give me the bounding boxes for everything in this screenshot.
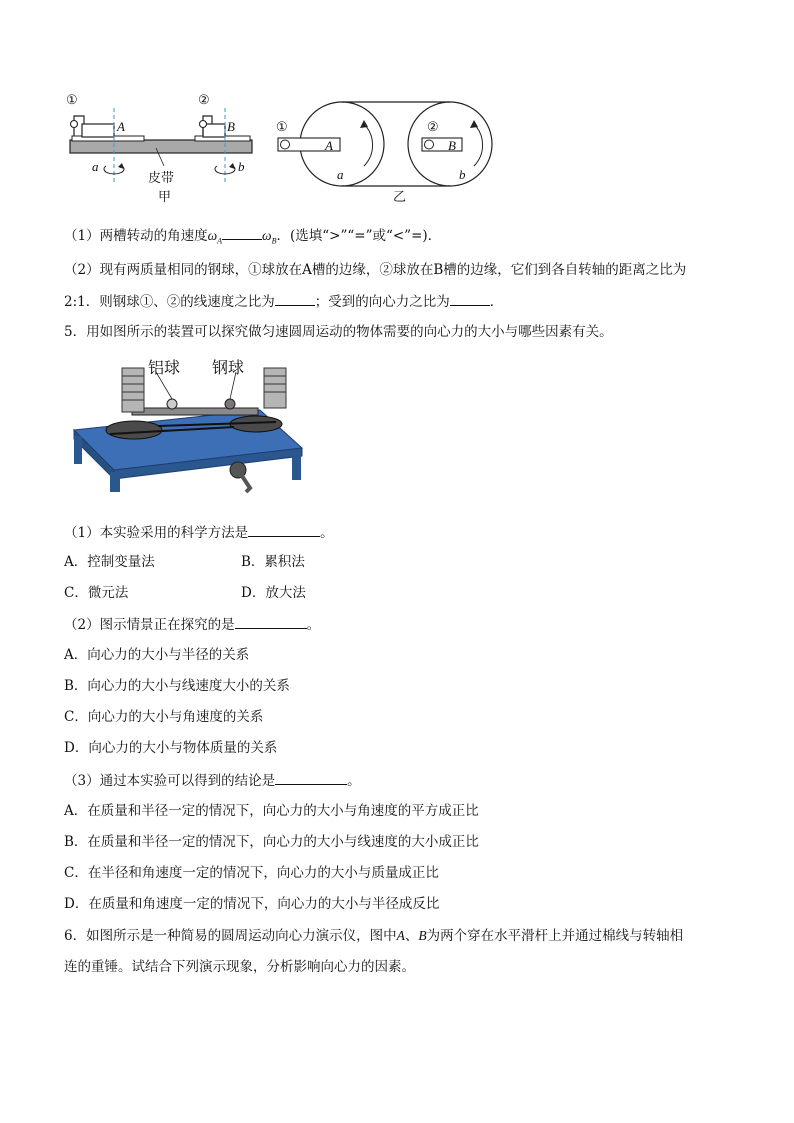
q5-s3-blank[interactable] bbox=[275, 771, 347, 785]
q5-s3-option-b[interactable]: B．在质量和半径一定的情况下，向心力的大小与线速度的大小成正比 bbox=[64, 834, 479, 850]
q6-stem-line2: 连的重锤。试结合下列演示现象，分析影响向心力的因素。 bbox=[64, 959, 415, 975]
fig-yi-caption: 乙 bbox=[393, 190, 407, 205]
column-right bbox=[264, 368, 286, 408]
q5-s1-blank[interactable] bbox=[248, 523, 320, 537]
fig-jia-label-a: a bbox=[92, 159, 99, 174]
fig-yi-num2: ② bbox=[427, 120, 439, 135]
q5-s2-stem: （2）图示情景正在探究的是 。 bbox=[64, 617, 321, 633]
label-steel-ball: 钢球 bbox=[212, 358, 245, 377]
q5-s2-option-d[interactable]: D．向心力的大小与物体质量的关系 bbox=[64, 740, 278, 756]
fig-jia-label-b-upper: B bbox=[227, 119, 235, 134]
column-left bbox=[122, 368, 144, 412]
q5-s3-option-d[interactable]: D．在质量和角速度一定的情况下，向心力的大小与半径成反比 bbox=[64, 896, 440, 912]
fig-jia-label-b: b bbox=[238, 159, 245, 174]
fig-jia-caption: 甲 bbox=[158, 190, 172, 205]
q5-apparatus-figure bbox=[70, 352, 310, 502]
rail bbox=[132, 408, 258, 415]
table-leg-back bbox=[74, 436, 82, 464]
label-aluminum-ball: 铝球 bbox=[148, 358, 181, 377]
fig-yi-num1: ① bbox=[276, 120, 288, 135]
q4-part1: （1）两槽转动的角速度$\omega_A$ $\omega_B$．(选填“>”“=”或“<”=)． bbox=[64, 228, 442, 246]
q5-s1-option-b[interactable]: B．累积法 bbox=[241, 554, 305, 570]
table-leg-left bbox=[110, 472, 120, 492]
steel-ball bbox=[225, 399, 235, 409]
figure-yi bbox=[272, 98, 502, 190]
fig-jia-num2: ② bbox=[198, 93, 210, 108]
fig-yi-label-b: b bbox=[459, 167, 466, 182]
fig-jia-belt-label: 皮带 bbox=[148, 171, 175, 186]
q5-s1-stem: （1）本实验采用的科学方法是 。 bbox=[64, 525, 334, 541]
fig-yi-label-a: a bbox=[337, 167, 344, 182]
fig-jia-num1: ① bbox=[66, 93, 78, 108]
q5-s2-option-b[interactable]: B．向心力的大小与线速度大小的关系 bbox=[64, 678, 290, 694]
q5-s3-option-a[interactable]: A．在质量和半径一定的情况下，向心力的大小与角速度的平方成正比 bbox=[64, 803, 479, 819]
q5-stem: 5．用如图所示的装置可以探究做匀速圆周运动的物体需要的向心力的大小与哪些因素有关。 bbox=[64, 324, 613, 340]
q4-blank-2[interactable] bbox=[275, 292, 315, 306]
fig-jia-label-a-upper: A bbox=[117, 119, 125, 134]
q4-part2-line1: （2）现有两质量相同的钢球，①球放在A槽的边缘，②球放在B槽的边缘，它们到各自转轴的距离之比为 bbox=[64, 262, 687, 278]
q4-blank-3[interactable] bbox=[450, 292, 490, 306]
pulley-left bbox=[106, 421, 162, 439]
q5-s2-option-c[interactable]: C．向心力的大小与角速度的关系 bbox=[64, 709, 264, 725]
fig-yi-label-b-upper: B bbox=[448, 138, 456, 153]
block-a bbox=[82, 124, 114, 137]
q5-s3-option-c[interactable]: C．在半径和角速度一定的情况下，向心力的大小与质量成正比 bbox=[64, 865, 439, 881]
q5-s2-option-a[interactable]: A．向心力的大小与半径的关系 bbox=[64, 647, 250, 663]
q4-blank-1[interactable] bbox=[222, 226, 262, 240]
q6-stem-line1: 6．如图所示是一种简易的圆周运动向心力演示仪，图中A、B为两个穿在水平滑杆上并通过棉线与转轴相 bbox=[64, 928, 684, 944]
q5-s2-blank[interactable] bbox=[235, 615, 307, 629]
q5-s1-option-c[interactable]: C．微元法 bbox=[64, 585, 129, 601]
fig-yi-label-a-upper: A bbox=[325, 138, 333, 153]
q5-s3-stem: （3）通过本实验可以得到的结论是 。 bbox=[64, 773, 361, 789]
q4-part2-line2: 2:1．则钢球①、②的线速度之比为 ；受到的向心力之比为 ． bbox=[64, 294, 504, 310]
q5-s1-option-d[interactable]: D．放大法 bbox=[241, 585, 306, 601]
aluminum-ball bbox=[167, 399, 177, 409]
table-leg-right bbox=[292, 452, 301, 480]
q5-s1-option-a[interactable]: A．控制变量法 bbox=[64, 554, 155, 570]
